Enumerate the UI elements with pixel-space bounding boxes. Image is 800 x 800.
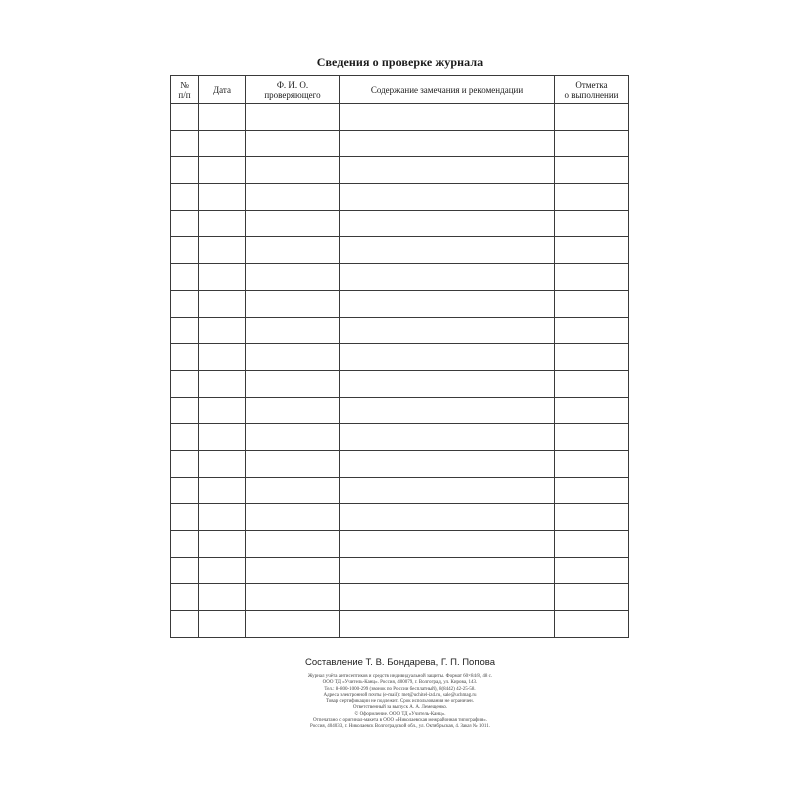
table-cell[interactable] xyxy=(171,531,199,558)
table-cell[interactable] xyxy=(555,504,629,531)
table-cell[interactable] xyxy=(171,557,199,584)
table-cell[interactable] xyxy=(246,264,340,291)
table-cell[interactable] xyxy=(199,504,246,531)
table-cell[interactable] xyxy=(246,210,340,237)
table-cell[interactable] xyxy=(246,370,340,397)
imprint-block xyxy=(0,674,800,731)
table-cell[interactable] xyxy=(555,477,629,504)
imprint-line: Отпечатано с оригинал-макета в ООО «Николаевская межрайонная типография». xyxy=(313,718,487,724)
table-cell[interactable] xyxy=(340,157,555,184)
imprint-line: Журнал учёта антисептиков и средств индивидуальной защиты. Формат 60×84/8, 48 с. xyxy=(307,674,493,679)
imprint-line: Адреса электронной почты (e-mail): met@uchitel-izd.ru, sale@uchmag.ru xyxy=(323,692,477,698)
table-row xyxy=(171,290,629,317)
table-row xyxy=(171,531,629,558)
header-date xyxy=(199,76,246,104)
table-cell[interactable] xyxy=(555,424,629,451)
header-date-line: Дата xyxy=(213,84,231,95)
table-cell[interactable] xyxy=(171,370,199,397)
table-header-row xyxy=(171,76,629,104)
table-cell[interactable] xyxy=(199,557,246,584)
imprint-line: Тел.: 8-800-1000-299 (звонок по России бесплатный), 8(8442) 42-25-58. xyxy=(324,686,476,692)
table-cell[interactable] xyxy=(340,531,555,558)
table-row xyxy=(171,397,629,424)
table-cell[interactable] xyxy=(171,184,199,211)
table-cell[interactable] xyxy=(555,370,629,397)
table-cell[interactable] xyxy=(340,504,555,531)
table-cell[interactable] xyxy=(199,237,246,264)
table-cell[interactable] xyxy=(171,344,199,371)
table-cell[interactable] xyxy=(340,450,555,477)
header-remarks-line: Содержание замечания и рекомендации xyxy=(370,84,524,95)
header-number xyxy=(171,76,199,104)
table-cell[interactable] xyxy=(246,557,340,584)
table-row xyxy=(171,557,629,584)
table-cell[interactable] xyxy=(199,477,246,504)
table-cell[interactable] xyxy=(340,611,555,638)
table-row xyxy=(171,370,629,397)
table-cell[interactable] xyxy=(171,317,199,344)
table-cell[interactable] xyxy=(555,157,629,184)
table-row xyxy=(171,264,629,291)
table-cell[interactable] xyxy=(199,210,246,237)
imprint-line: Россия, 404033, г. Николаевск Волгоградской обл., ул. Октябрьская, 4. Заказ № 1011. xyxy=(310,724,490,730)
table-cell[interactable] xyxy=(340,584,555,611)
table-cell[interactable] xyxy=(340,477,555,504)
table-cell[interactable] xyxy=(340,210,555,237)
table-cell[interactable] xyxy=(171,477,199,504)
table-cell[interactable] xyxy=(171,397,199,424)
table-cell[interactable] xyxy=(340,264,555,291)
table-cell[interactable] xyxy=(340,557,555,584)
page-title: Сведения о проверке журнала xyxy=(316,55,484,69)
table-row xyxy=(171,344,629,371)
header-inspector-name xyxy=(246,76,340,104)
table-cell[interactable] xyxy=(171,424,199,451)
table-cell[interactable] xyxy=(340,424,555,451)
table-row xyxy=(171,237,629,264)
inspection-table xyxy=(170,75,629,638)
table-row xyxy=(171,104,629,131)
table-cell[interactable] xyxy=(171,104,199,131)
table-cell[interactable] xyxy=(171,611,199,638)
table-cell[interactable] xyxy=(246,237,340,264)
table-cell[interactable] xyxy=(246,477,340,504)
table-cell[interactable] xyxy=(199,184,246,211)
table-row xyxy=(171,504,629,531)
table-cell[interactable] xyxy=(199,317,246,344)
table-cell[interactable] xyxy=(246,344,340,371)
table-cell[interactable] xyxy=(340,397,555,424)
table-cell[interactable] xyxy=(199,397,246,424)
table-cell[interactable] xyxy=(555,264,629,291)
table-row xyxy=(171,584,629,611)
table-cell[interactable] xyxy=(555,557,629,584)
table-cell[interactable] xyxy=(171,264,199,291)
table-cell[interactable] xyxy=(340,104,555,131)
imprint-line: ООО ТД «Учитель-Канц». Россия, 400079, г. Волгоград, ул. Кирова, 143. xyxy=(322,680,478,686)
table-cell[interactable] xyxy=(555,130,629,157)
table-cell[interactable] xyxy=(340,130,555,157)
header-number-line: п/п xyxy=(178,89,191,100)
table-cell[interactable] xyxy=(199,264,246,291)
header-completion-mark-line: о выполнении xyxy=(564,89,619,100)
table-row xyxy=(171,424,629,451)
imprint-line: Ответственный за выпуск А. А. Лемещенко. xyxy=(352,705,448,711)
table-cell[interactable] xyxy=(171,157,199,184)
header-inspector-name-line: проверяющего xyxy=(264,89,321,100)
table-cell[interactable] xyxy=(171,504,199,531)
imprint-line: Товар сертификации не подлежит. Срок использования не ограничен. xyxy=(326,699,474,705)
table-cell[interactable] xyxy=(555,531,629,558)
table-cell[interactable] xyxy=(340,237,555,264)
table-body xyxy=(171,104,629,638)
table-cell[interactable] xyxy=(199,104,246,131)
table-cell[interactable] xyxy=(246,397,340,424)
table-cell[interactable] xyxy=(199,290,246,317)
table-cell[interactable] xyxy=(171,237,199,264)
table-cell[interactable] xyxy=(199,157,246,184)
table-row xyxy=(171,450,629,477)
table-cell[interactable] xyxy=(199,450,246,477)
table-cell[interactable] xyxy=(246,157,340,184)
table-cell[interactable] xyxy=(171,210,199,237)
table-row xyxy=(171,130,629,157)
table-row xyxy=(171,611,629,638)
table-row xyxy=(171,210,629,237)
table-cell[interactable] xyxy=(199,531,246,558)
table-cell[interactable] xyxy=(171,130,199,157)
authors-line: Составление Т. В. Бондарева, Г. П. Попова xyxy=(305,657,495,668)
table-cell[interactable] xyxy=(555,397,629,424)
table-cell[interactable] xyxy=(555,344,629,371)
table-cell[interactable] xyxy=(199,344,246,371)
header-number-line: № xyxy=(180,79,189,90)
table-row xyxy=(171,157,629,184)
table-cell[interactable] xyxy=(199,611,246,638)
table-cell[interactable] xyxy=(340,317,555,344)
table-row xyxy=(171,184,629,211)
table-cell[interactable] xyxy=(246,531,340,558)
header-inspector-name-line: Ф. И. О. xyxy=(276,79,309,90)
table-cell[interactable] xyxy=(340,344,555,371)
table-cell[interactable] xyxy=(555,290,629,317)
table-cell[interactable] xyxy=(171,584,199,611)
table-cell[interactable] xyxy=(246,317,340,344)
table-cell[interactable] xyxy=(555,104,629,131)
table-cell[interactable] xyxy=(340,370,555,397)
table-row xyxy=(171,317,629,344)
table-cell[interactable] xyxy=(340,290,555,317)
table-cell[interactable] xyxy=(246,104,340,131)
table-cell[interactable] xyxy=(246,504,340,531)
table-cell[interactable] xyxy=(246,584,340,611)
imprint-line: © Оформление. ООО ТД «Учитель-Канц». xyxy=(354,711,446,717)
table-cell[interactable] xyxy=(199,424,246,451)
table-cell[interactable] xyxy=(199,370,246,397)
header-completion-mark xyxy=(555,76,629,104)
table-cell[interactable] xyxy=(246,424,340,451)
table-cell[interactable] xyxy=(246,184,340,211)
table-cell[interactable] xyxy=(246,611,340,638)
table-cell[interactable] xyxy=(340,184,555,211)
table-cell[interactable] xyxy=(171,290,199,317)
table-cell[interactable] xyxy=(246,130,340,157)
table-cell[interactable] xyxy=(199,130,246,157)
table-cell[interactable] xyxy=(555,450,629,477)
table-cell[interactable] xyxy=(555,317,629,344)
table-cell[interactable] xyxy=(555,611,629,638)
header-completion-mark-line: Отметка xyxy=(575,79,608,90)
table-cell[interactable] xyxy=(199,584,246,611)
table-cell[interactable] xyxy=(246,450,340,477)
table-cell[interactable] xyxy=(171,450,199,477)
table-cell[interactable] xyxy=(246,290,340,317)
table-cell[interactable] xyxy=(555,237,629,264)
header-remarks xyxy=(340,76,555,104)
table-row xyxy=(171,477,629,504)
table-cell[interactable] xyxy=(555,584,629,611)
table-cell[interactable] xyxy=(555,210,629,237)
table-cell[interactable] xyxy=(555,184,629,211)
